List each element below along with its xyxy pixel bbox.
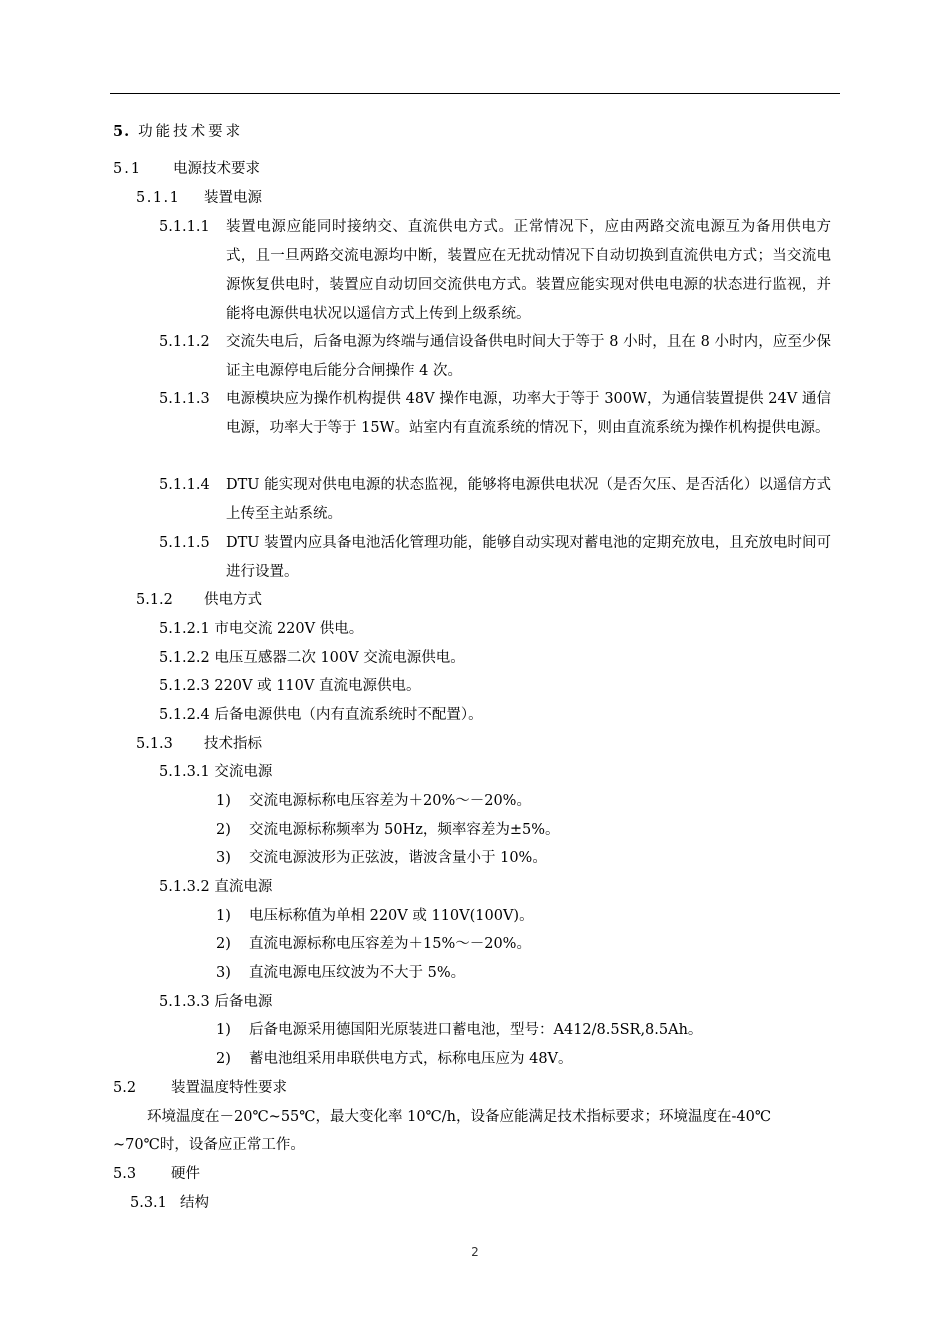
heading-title: 装置电源 xyxy=(204,190,262,206)
paragraph-number: 5.1.1.5 xyxy=(159,535,210,551)
heading-number: 5.1.3 xyxy=(136,736,173,752)
dc-title: 5.1.3.2 直流电源 xyxy=(159,879,273,895)
list-text: 直流电源电压纹波为不大于 5%。 xyxy=(249,965,466,981)
heading-5-3-1 xyxy=(130,1193,209,1213)
paragraph-5-1-1-1 xyxy=(159,213,831,329)
list-item xyxy=(216,1020,702,1040)
heading-title: 电源技术要求 xyxy=(173,161,260,177)
backup-title: 5.1.3.3 后备电源 xyxy=(159,994,273,1010)
paragraph-text: 交流失电后，后备电源为终端与通信设备供电时间大于等于 8 小时，且在 8 小时内，应至少保证主电源停电后能分合闸操作 4 次。 xyxy=(226,334,831,379)
heading-number: 5.1 xyxy=(113,161,143,177)
paragraph-number: 5.1.1.2 xyxy=(159,334,210,350)
paragraph-text: DTU 能实现对供电电源的状态监视，能够将电源供电状况（是否欠压、是否活化）以遥信方式上传至主站系统。 xyxy=(226,477,831,522)
list-text: 交流电源波形为正弦波，谐波含量小于 10%。 xyxy=(249,850,547,866)
heading-number: 5.2 xyxy=(113,1080,137,1096)
list-number: 2) xyxy=(216,936,231,952)
list-item xyxy=(216,963,465,983)
list-text: 后备电源采用德国阳光原装进口蓄电池，型号：A412/8.5SR,8.5Ah。 xyxy=(249,1022,703,1038)
heading-title: 技术指标 xyxy=(204,736,262,752)
heading-title: 装置温度特性要求 xyxy=(171,1080,287,1096)
section-heading xyxy=(113,122,243,142)
list-text: 直流电源标称电压容差为＋15%～－20%。 xyxy=(249,936,531,952)
list-number: 1) xyxy=(216,1022,231,1038)
paragraph-text: DTU 装置内应具备电池活化管理功能，能够自动实现对蓄电池的定期充放电，且充放电时间可进行设置。 xyxy=(226,535,831,580)
temperature-text-line-2: ~70℃时，设备应正常工作。 xyxy=(113,1137,305,1153)
paragraph-number: 5.1.1.1 xyxy=(159,219,210,235)
supply-item: 5.1.2.4 后备电源供电（内有直流系统时不配置）。 xyxy=(159,707,483,723)
paragraph-text: 电源模块应为操作机构提供 48V 操作电源，功率大于等于 300W，为通信装置提供 24V 通信电源，功率大于等于 15W。站室内有直流系统的情况下，则由直流系统为操作机构提供电源。 xyxy=(226,391,831,436)
temperature-text-line-1: 环境温度在－20℃~55℃，最大变化率 10℃/h，设备应能满足技术指标要求；环境温度在-40℃ xyxy=(147,1109,772,1125)
heading-title: 硬件 xyxy=(171,1166,200,1182)
list-number: 3) xyxy=(216,965,231,981)
list-item xyxy=(216,934,531,954)
section-title: 功能技术要求 xyxy=(138,124,244,140)
list-number: 2) xyxy=(216,1051,231,1067)
page-number: 2 xyxy=(471,1245,479,1259)
paragraph-5-1-1-3 xyxy=(159,385,831,443)
paragraph-number: 5.1.1.3 xyxy=(159,391,210,407)
supply-item: 5.1.2.3 220V 或 110V 直流电源供电。 xyxy=(159,678,421,694)
heading-5-1 xyxy=(113,159,260,179)
heading-5-1-3 xyxy=(136,734,262,754)
list-text: 交流电源标称电压容差为＋20%～－20%。 xyxy=(249,793,531,809)
list-text: 交流电源标称频率为 50Hz，频率容差为±5%。 xyxy=(249,822,560,838)
list-item xyxy=(216,906,534,926)
heading-title: 供电方式 xyxy=(204,592,262,608)
list-text: 蓄电池组采用串联供电方式，标称电压应为 48V。 xyxy=(249,1051,573,1067)
supply-item: 5.1.2.2 电压互感器二次 100V 交流电源供电。 xyxy=(159,650,465,666)
heading-5-1-1 xyxy=(136,188,262,208)
list-item xyxy=(216,848,547,868)
list-item xyxy=(216,820,560,840)
heading-title: 结构 xyxy=(180,1195,209,1211)
paragraph-number: 5.1.1.4 xyxy=(159,477,210,493)
list-item xyxy=(216,1049,573,1069)
list-number: 1) xyxy=(216,908,231,924)
heading-number: 5.1.2 xyxy=(136,592,173,608)
heading-number: 5.3 xyxy=(113,1166,137,1182)
ac-title: 5.1.3.1 交流电源 xyxy=(159,764,273,780)
paragraph-text: 装置电源应能同时接纳交、直流供电方式。正常情况下，应由两路交流电源互为备用供电方式，且一旦两路交流电源均中断，装置应在无扰动情况下自动切换到直流供电方式；当交流电源恢复供电时，装置应自动切回交流供电方式。装置应能实现对供电电源的状态进行监视，并能将电源供电状况以遥信方式上传到上级系统。 xyxy=(226,219,831,322)
list-number: 2) xyxy=(216,822,231,838)
header-rule xyxy=(110,93,840,94)
heading-5-2 xyxy=(113,1078,287,1098)
heading-5-1-2 xyxy=(136,590,262,610)
supply-item: 5.1.2.1 市电交流 220V 供电。 xyxy=(159,621,364,637)
paragraph-5-1-1-4 xyxy=(159,471,831,529)
heading-number: 5.1.1 xyxy=(136,190,181,206)
list-number: 3) xyxy=(216,850,231,866)
list-item xyxy=(216,791,531,811)
list-text: 电压标称值为单相 220V 或 110V(100V)。 xyxy=(249,908,534,924)
heading-5-3 xyxy=(113,1164,200,1184)
list-number: 1) xyxy=(216,793,231,809)
paragraph-5-1-1-2 xyxy=(159,328,831,386)
section-number: 5. xyxy=(113,123,131,140)
paragraph-5-1-1-5 xyxy=(159,529,831,587)
heading-number: 5.3.1 xyxy=(130,1195,167,1211)
